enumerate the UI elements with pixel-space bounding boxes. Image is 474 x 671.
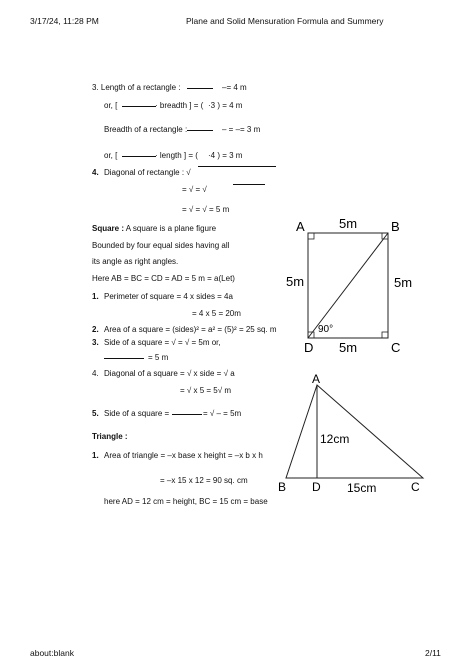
vertex-d-label: D — [304, 340, 314, 355]
square-desc-1: A square is a plane figure — [125, 224, 217, 233]
rect-length-or: or, [ — [104, 101, 118, 110]
rect-breadth-length-result: ·4 ) = 3 m — [208, 151, 243, 160]
footer-url: about:blank — [30, 648, 74, 658]
angle-label: 90° — [318, 324, 334, 335]
rect-breadth-line: Breadth of a rectangle : — [104, 125, 188, 134]
side5-text: Side of a square = — [104, 409, 170, 418]
perim-text: Perimeter of square = 4 x sides = 4a — [104, 292, 233, 301]
rect-breadth-length: · length ] = ( — [155, 151, 198, 160]
side-number: 3. — [92, 338, 99, 347]
perim-eq: = 4 x 5 = 20m — [192, 309, 241, 318]
square-desc-2: Bounded by four equal sides having all — [92, 241, 230, 250]
triangle-heading: Triangle : — [92, 432, 128, 441]
right-angle-mark — [382, 332, 388, 338]
diag-rect-number: 4. — [92, 168, 99, 177]
vertex-c-label: C — [411, 480, 420, 494]
side5-number: 5. — [92, 409, 99, 418]
tri-area-number: 1. — [92, 451, 99, 460]
base-label: 15cm — [347, 481, 377, 495]
fraction-bar — [172, 414, 202, 415]
bottom-side-label: 5m — [339, 340, 358, 355]
vertex-a-label: A — [296, 219, 305, 234]
right-angle-mark — [308, 233, 314, 239]
tri-here: here AD = 12 cm = height, BC = 15 cm = base — [104, 497, 268, 506]
diag-rect-label: Diagonal of rectangle : √ — [104, 168, 191, 177]
footer-page-number: 2/11 — [425, 648, 441, 658]
diag-sq-text: Diagonal of a square = √ x side = √ a — [104, 369, 235, 378]
header-datetime: 3/17/24, 11:28 PM — [30, 16, 99, 26]
fraction-bar — [187, 130, 213, 131]
side-text: Side of a square = √ = √ = 5m or, — [104, 338, 221, 347]
triangle-figure — [276, 371, 426, 497]
square-heading-line — [92, 224, 216, 234]
rect-length-result: –= 4 m — [222, 83, 247, 92]
diag-sq-eq: = √ x 5 = 5√ m — [180, 386, 232, 395]
square-here: Here AB = BC = CD = AD = 5 m = a(Let) — [92, 274, 235, 283]
diag-sq-number: 4. — [92, 369, 99, 378]
left-side-label: 5m — [286, 274, 305, 289]
header-title: Plane and Solid Mensuration Formula and Summery — [186, 16, 384, 26]
square-desc-3: its angle as right angles. — [92, 257, 179, 266]
triangle-outline — [286, 385, 423, 478]
side5-eq: = √ – = 5m — [203, 409, 242, 418]
right-side-label: 5m — [394, 275, 413, 290]
area-number: 2. — [92, 325, 99, 334]
vertex-b-label: B — [391, 219, 400, 234]
fraction-bar — [122, 106, 156, 107]
square-figure — [280, 212, 430, 357]
vertex-b-label: B — [278, 480, 287, 494]
perim-number: 1. — [92, 292, 99, 301]
vertex-d-label: D — [312, 480, 321, 494]
radical-bar — [233, 184, 265, 185]
rect-breadth-or: or, [ — [104, 151, 118, 160]
rect-breadth-result: – = –= 3 m — [222, 125, 261, 134]
rect-length-line: 3. Length of a rectangle : — [92, 83, 181, 92]
rect-length-breadth-result: ·3 ) = 4 m — [208, 101, 243, 110]
area-text: Area of a square = (sides)² = a² = (5)² = 25 sq. m — [104, 325, 277, 334]
fraction-bar — [122, 156, 156, 157]
tri-area-eq: = –x 15 x 12 = 90 sq. cm — [160, 476, 248, 485]
diag-rect-eq2: = √ = √ = 5 m — [182, 205, 230, 214]
fraction-bar — [104, 358, 144, 359]
rect-length-breadth: · breadth ] = ( — [155, 101, 204, 110]
square-heading: Square : — [92, 224, 125, 233]
side-eq: = 5 m — [148, 353, 169, 362]
vertex-a-label: A — [312, 372, 321, 386]
square-diagonal — [308, 233, 388, 338]
fraction-bar — [187, 88, 213, 89]
height-label: 12cm — [320, 432, 350, 446]
vertex-c-label: C — [391, 340, 401, 355]
radical-bar — [198, 166, 276, 167]
diag-rect-eq1: = √ = √ — [182, 185, 207, 194]
top-side-label: 5m — [339, 216, 358, 231]
tri-area-text: Area of triangle = –x base x height = –x b x h — [104, 451, 263, 460]
